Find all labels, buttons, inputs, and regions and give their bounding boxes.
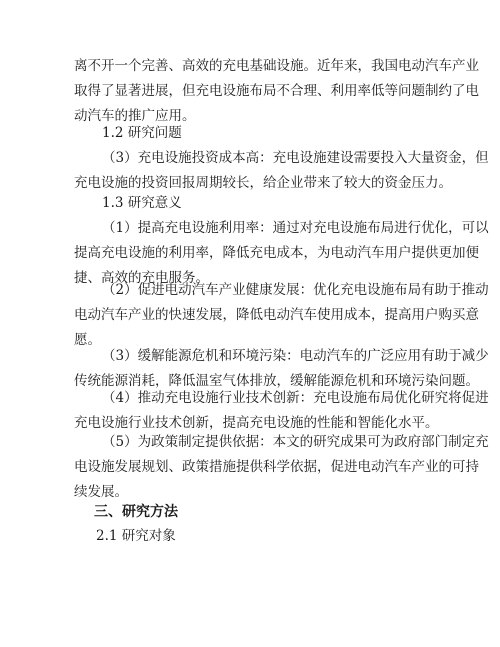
text-line: （3）充电设施投资成本高：充电设施建设需要投入大量资金，但 [102, 150, 489, 166]
text-line: （4）推动充电设施行业技术创新：充电设施布局优化研究将促进 [102, 390, 489, 406]
text-line: 传统能源消耗，降低温室气体排放，缓解能源危机和环境污染问题。 [74, 373, 479, 389]
text-line: 离不开一个完善、高效的充电基础设施。近年来，我国电动汽车产业 [74, 58, 479, 74]
heading-research-object: 2.1 研究对象 [96, 528, 176, 544]
heading-research-questions: 1.2 研究问题 [102, 125, 182, 141]
text-line: 充电设施行业技术创新，提高充电设施的性能和智能化水平。 [74, 415, 439, 431]
text-line: （3）缓解能源危机和环境污染：电动汽车的广泛应用有助于减少 [102, 348, 489, 364]
research-question-item-3 [74, 146, 489, 196]
heading-research-significance: 1.3 研究意义 [102, 195, 182, 211]
text-line: （1）提高充电设施利用率：通过对充电设施布局进行优化，可以 [102, 220, 489, 236]
significance-item-4 [74, 386, 489, 436]
text-line: 提高充电设施的利用率，降低充电成本，为电动汽车用户提供更加便 [74, 245, 479, 261]
text-line: 续发展。 [74, 484, 128, 500]
significance-item-2 [74, 278, 489, 353]
text-line: （5）为政策制定提供依据：本文的研究成果可为政府部门制定充 [102, 434, 489, 450]
text-line: 取得了显著进展，但充电设施布局不合理、利用率低等问题制约了电 [74, 83, 479, 99]
text-line: 电动汽车产业的快速发展，降低电动汽车使用成本，提高用户购买意 [74, 307, 479, 323]
text-line: 电设施发展规划、政策措施提供科学依据，促进电动汽车产业的可持 [74, 459, 479, 475]
heading-research-methods: 三、研究方法 [94, 504, 178, 520]
text-line: 动汽车的推广应用。 [74, 108, 196, 124]
text-line: 愿。 [74, 332, 101, 348]
intro-paragraph [74, 54, 479, 129]
text-line: 捷、高效的充电服务。 [74, 270, 209, 286]
text-line: 充电设施的投资回报周期较长，给企业带来了较大的资金压力。 [74, 175, 452, 191]
significance-item-5 [74, 430, 489, 505]
text-line: （2）促进电动汽车产业健康发展：优化充电设施布局有助于推动 [102, 282, 489, 298]
